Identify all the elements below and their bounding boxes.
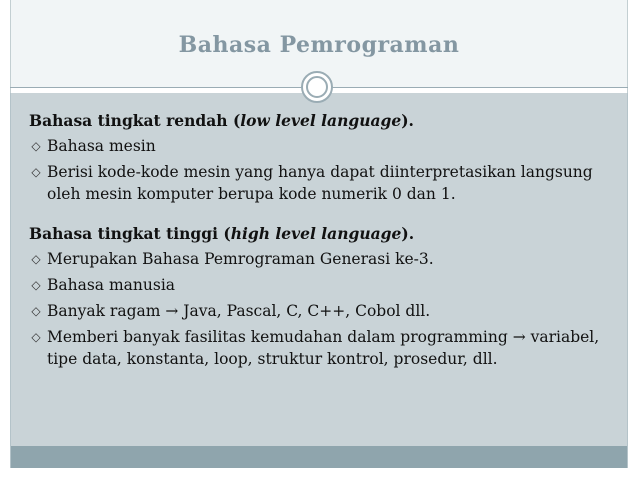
bullet-text: Berisi kode-kode mesin yang hanya dapat diinterpretasikan langsung oleh mesin komputer berupa kode numerik 0 dan 1. bbox=[47, 163, 593, 203]
heading-text: Bahasa tingkat rendah ( bbox=[29, 111, 241, 130]
list-item bbox=[29, 161, 619, 205]
bullet-text: Memberi banyak fasilitas kemudahan dalam programming → variabel, tipe data, konstanta, loop, struktur kontrol, prosedur, dll. bbox=[47, 328, 600, 368]
bullet-text: Banyak ragam → Java, Pascal, C, C++, Cobol dll. bbox=[47, 302, 431, 320]
bullet-text: Bahasa mesin bbox=[47, 137, 156, 155]
double-ring-icon bbox=[301, 71, 333, 103]
bullet-text: Merupakan Bahasa Pemrograman Generasi ke-3. bbox=[47, 250, 434, 268]
diamond-bullet-icon: ◇ bbox=[31, 252, 41, 266]
heading-suffix: ). bbox=[401, 111, 414, 130]
bullet-list-high-level bbox=[29, 248, 619, 370]
list-item bbox=[29, 326, 619, 370]
list-item bbox=[29, 248, 619, 270]
heading-emphasis: low level language bbox=[240, 111, 402, 130]
diamond-bullet-icon: ◇ bbox=[31, 304, 41, 318]
slide-body bbox=[29, 110, 619, 374]
diamond-bullet-icon: ◇ bbox=[31, 139, 41, 153]
list-item bbox=[29, 300, 619, 322]
diamond-bullet-icon: ◇ bbox=[31, 278, 41, 292]
ring-inner-circle bbox=[306, 76, 328, 98]
list-item bbox=[29, 135, 619, 157]
heading-emphasis: high level language bbox=[230, 224, 402, 243]
section-heading-high-level bbox=[29, 223, 619, 245]
section-heading-low-level bbox=[29, 110, 619, 132]
diamond-bullet-icon: ◇ bbox=[31, 330, 41, 344]
bullet-text: Bahasa manusia bbox=[47, 276, 176, 294]
slide-bottom-margin bbox=[10, 468, 628, 479]
list-item bbox=[29, 274, 619, 296]
diamond-bullet-icon: ◇ bbox=[31, 165, 41, 179]
heading-text: Bahasa tingkat tinggi ( bbox=[29, 224, 231, 243]
bullet-list-low-level bbox=[29, 135, 619, 205]
slide-footer-bar bbox=[10, 446, 628, 468]
slide-title: Bahasa Pemrograman bbox=[178, 32, 460, 58]
heading-suffix: ). bbox=[401, 224, 415, 243]
